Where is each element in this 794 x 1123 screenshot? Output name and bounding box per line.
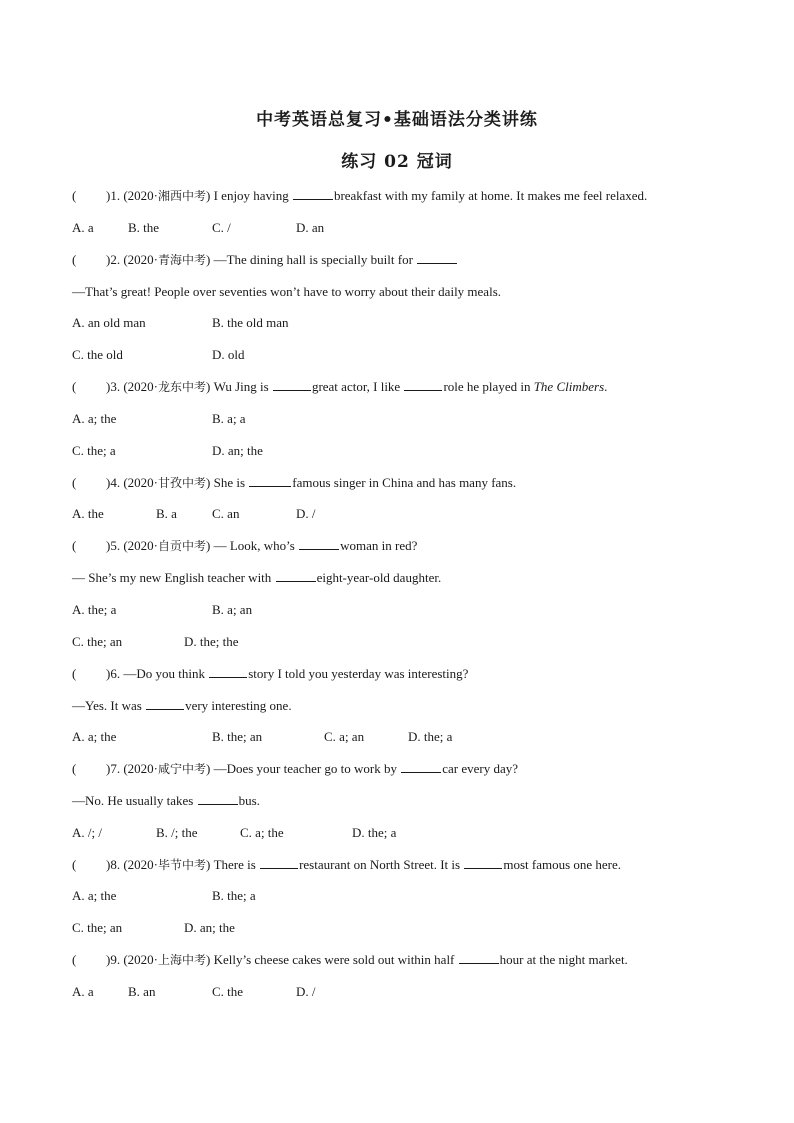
- option-a: A. a: [72, 984, 94, 999]
- blank: [198, 792, 238, 805]
- option-d: D. /: [296, 984, 316, 999]
- option-c: C. a; an: [324, 729, 365, 744]
- blank: [299, 537, 339, 550]
- blank: [459, 951, 499, 964]
- option-a: A. the; a: [72, 602, 117, 617]
- blank: [417, 251, 457, 264]
- option-a: A. the: [72, 506, 104, 521]
- question-2: ( )2. (2020·青海中考) —The dining hall is specially built for: [72, 251, 458, 269]
- blank: [293, 187, 333, 200]
- question-2-options-row-2: [72, 346, 732, 364]
- blank: [276, 569, 316, 582]
- option-c: C. /: [212, 220, 231, 235]
- question-3-options-row-1: [72, 410, 732, 428]
- question-1-options: [72, 219, 732, 237]
- option-d: D. the; a: [352, 825, 397, 840]
- question-6-line-2: —Yes. It was very interesting one.: [72, 698, 292, 713]
- question-5-options-row-1: [72, 601, 732, 619]
- option-b: B. an: [128, 984, 156, 999]
- question-9: ( )9. (2020·上海中考) Kelly’s cheese cakes were sold out within half hour at the night market.: [72, 952, 628, 967]
- option-d: D. an: [296, 220, 325, 235]
- option-b: B. the: [128, 220, 160, 235]
- question-7-options: [72, 824, 732, 842]
- option-c: C. the; a: [72, 443, 116, 458]
- option-c: C. the: [212, 984, 244, 999]
- question-3-options-row-2: [72, 442, 732, 460]
- question-9-options: [72, 983, 732, 1001]
- option-c: C. the; an: [72, 920, 123, 935]
- book-title: The Climbers: [533, 379, 605, 394]
- blank: [464, 856, 502, 869]
- option-c: C. an: [212, 506, 240, 521]
- answer-paren: (: [72, 475, 77, 490]
- option-d: D. an; the: [184, 920, 235, 935]
- question-6: ( )6. —Do you think story I told you yesterday was interesting?: [72, 666, 469, 681]
- question-2-line-2: —That’s great! People over seventies won’t have to worry about their daily meals.: [72, 284, 501, 299]
- blank: [209, 665, 247, 678]
- option-a: A. an old man: [72, 315, 146, 330]
- option-a: A. a; the: [72, 729, 117, 744]
- question-5-line-2: — She’s my new English teacher with eight-year-old daughter.: [72, 570, 442, 585]
- question-3: ( )3. (2020·龙东中考) Wu Jing is great actor, I like role he played in The Climbers.: [72, 379, 608, 394]
- option-a: A. /; /: [72, 825, 102, 840]
- answer-paren: (: [72, 379, 77, 394]
- blank: [249, 474, 291, 487]
- option-d: D. /: [296, 506, 316, 521]
- question-7-line-2: —No. He usually takes bus.: [72, 793, 260, 808]
- option-a: A. a; the: [72, 411, 117, 426]
- option-b: B. /; the: [156, 825, 198, 840]
- option-c: C. a; the: [240, 825, 284, 840]
- answer-paren: (: [72, 252, 77, 267]
- option-d: D. the; a: [408, 729, 453, 744]
- answer-paren: (: [72, 761, 77, 776]
- answer-paren: (: [72, 857, 77, 872]
- answer-paren: (: [72, 538, 77, 553]
- option-d: D. the; the: [184, 634, 239, 649]
- option-c: C. the; an: [72, 634, 123, 649]
- blank: [401, 760, 441, 773]
- question-5-options-row-2: [72, 633, 732, 651]
- question-8-options-row-2: [72, 919, 732, 937]
- option-d: D. an; the: [212, 443, 263, 458]
- option-b: B. the old man: [212, 315, 289, 330]
- question-4: ( )4. (2020·甘孜中考) She is famous singer in China and has many fans.: [72, 475, 517, 490]
- question-8: ( )8. (2020·毕节中考) There is restaurant on North Street. It is most famous one here.: [72, 857, 622, 872]
- blank: [404, 378, 442, 391]
- question-6-options: [72, 728, 732, 746]
- answer-paren: (: [72, 952, 77, 967]
- option-c: C. the old: [72, 347, 123, 362]
- answer-paren: (: [72, 188, 77, 203]
- question-7: ( )7. (2020·咸宁中考) —Does your teacher go to work by car every day?: [72, 761, 519, 776]
- question-2-options-row-1: [72, 314, 732, 332]
- answer-paren: (: [72, 666, 77, 681]
- option-b: B. a: [156, 506, 177, 521]
- option-b: B. the; a: [212, 888, 256, 903]
- option-d: D. old: [212, 347, 245, 362]
- question-4-options: [72, 505, 732, 523]
- option-a: A. a: [72, 220, 94, 235]
- option-b: B. a; a: [212, 411, 246, 426]
- question-5: ( )5. (2020·自贡中考) — Look, who’s woman in red?: [72, 538, 418, 553]
- option-b: B. a; an: [212, 602, 253, 617]
- blank: [273, 378, 311, 391]
- page-title: 中考英语总复习•基础语法分类讲练: [256, 110, 538, 130]
- option-a: A. a; the: [72, 888, 117, 903]
- blank: [260, 856, 298, 869]
- question-1: ( )1. (2020·湘西中考) I enjoy having breakfast with my family at home. It makes me feel relaxed.: [72, 188, 648, 203]
- option-b: B. the; an: [212, 729, 263, 744]
- page-subtitle: 练习 02 冠词: [341, 152, 453, 172]
- question-8-options-row-1: [72, 887, 732, 905]
- blank: [146, 697, 184, 710]
